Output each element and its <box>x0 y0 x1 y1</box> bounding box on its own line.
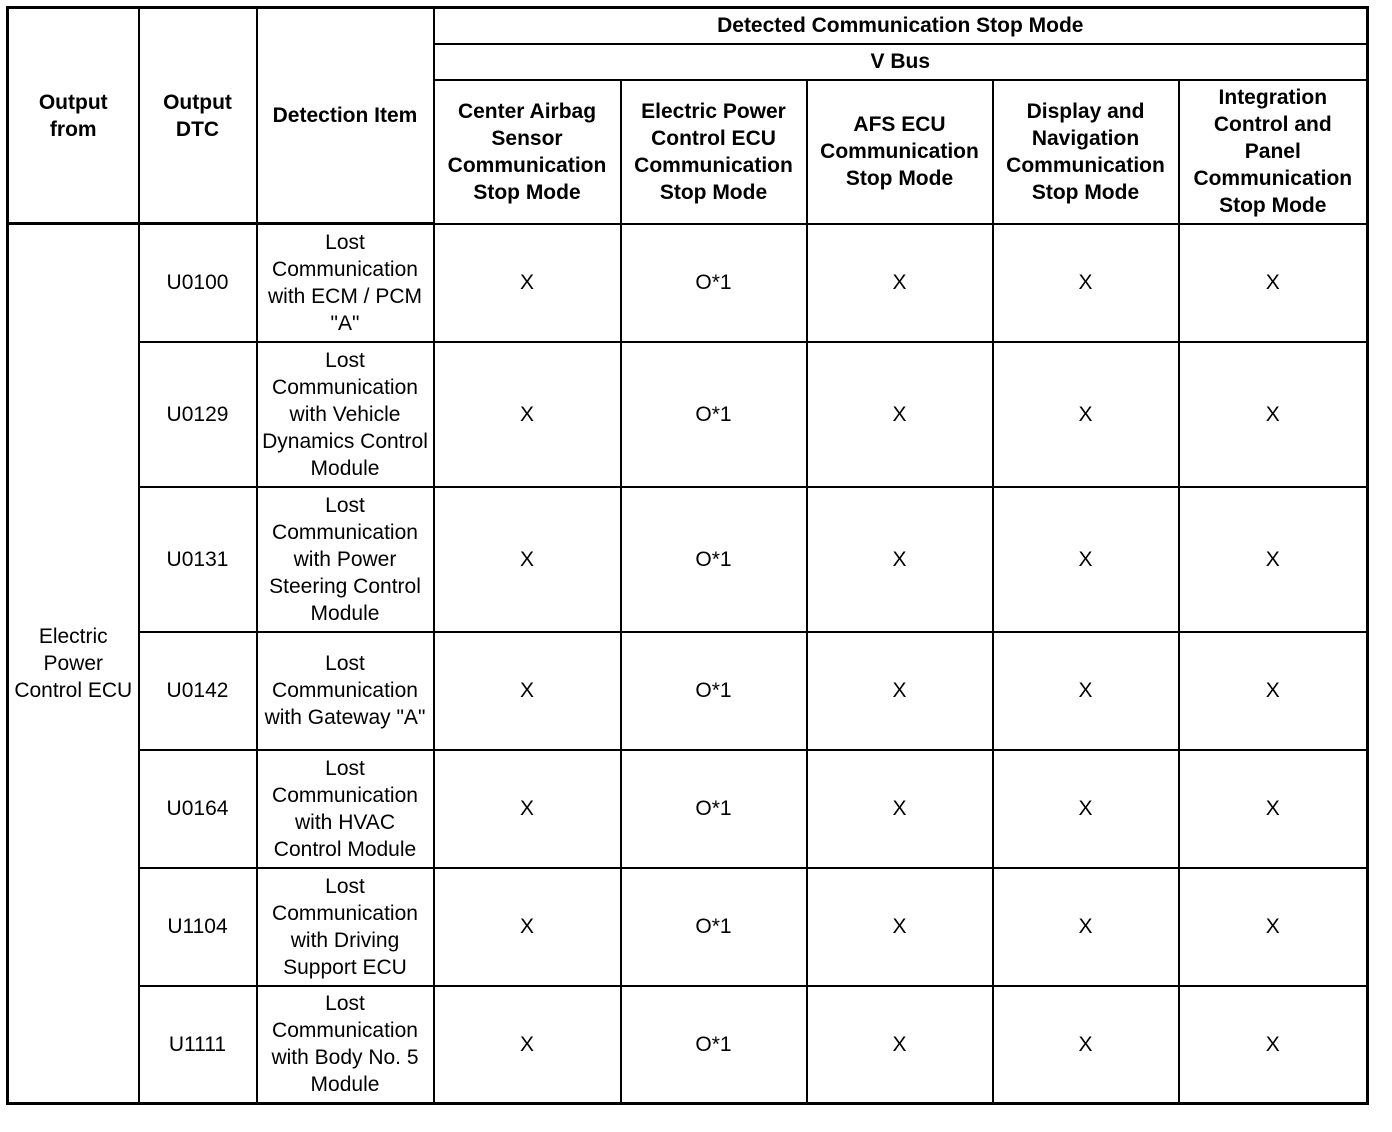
detection-item: Lost Communication with Power Steering Control Module <box>257 487 434 632</box>
mode-value: X <box>993 487 1179 632</box>
header-mode-airbag: Center Airbag Sensor Communication Stop Mode <box>434 80 621 224</box>
dtc-code: U1104 <box>139 868 257 986</box>
detection-item: Lost Communication with HVAC Control Module <box>257 750 434 868</box>
dtc-code: U0142 <box>139 632 257 750</box>
mode-value: X <box>1179 487 1368 632</box>
mode-value: X <box>1179 342 1368 487</box>
mode-value: X <box>434 868 621 986</box>
mode-value: O*1 <box>621 224 807 342</box>
header-output-from: Output from <box>8 8 139 224</box>
table-row <box>8 986 1368 1104</box>
table-row <box>8 750 1368 868</box>
mode-value: X <box>1179 750 1368 868</box>
dtc-table <box>6 6 1369 1105</box>
mode-value: X <box>434 342 621 487</box>
detection-item: Lost Communication with Gateway "A" <box>257 632 434 750</box>
mode-value: X <box>434 750 621 868</box>
mode-value: X <box>807 750 993 868</box>
table-row <box>8 487 1368 632</box>
mode-value: X <box>807 342 993 487</box>
table-row <box>8 632 1368 750</box>
mode-value: X <box>434 986 621 1104</box>
header-detected-mode: Detected Communication Stop Mode <box>434 8 1368 44</box>
mode-value: O*1 <box>621 632 807 750</box>
mode-value: O*1 <box>621 986 807 1104</box>
mode-value: X <box>993 342 1179 487</box>
detection-item: Lost Communication with ECM / PCM "A" <box>257 224 434 342</box>
mode-value: X <box>807 868 993 986</box>
mode-value: X <box>434 487 621 632</box>
mode-value: X <box>1179 986 1368 1104</box>
output-from-cell: Electric Power Control ECU <box>8 224 139 1104</box>
dtc-table-container <box>6 6 1369 1105</box>
detection-item: Lost Communication with Body No. 5 Module <box>257 986 434 1104</box>
mode-value: X <box>993 224 1179 342</box>
table-row <box>8 342 1368 487</box>
header-mode-epc-ecu: Electric Power Control ECU Communication Stop Mode <box>621 80 807 224</box>
detection-item: Lost Communication with Driving Support ECU <box>257 868 434 986</box>
mode-value: O*1 <box>621 750 807 868</box>
table-row <box>8 868 1368 986</box>
header-mode-afs-ecu: AFS ECU Communication Stop Mode <box>807 80 993 224</box>
mode-value: X <box>434 632 621 750</box>
dtc-code: U0100 <box>139 224 257 342</box>
mode-value: O*1 <box>621 487 807 632</box>
dtc-code: U1111 <box>139 986 257 1104</box>
header-bus: V Bus <box>434 44 1368 80</box>
mode-value: X <box>1179 632 1368 750</box>
mode-value: X <box>434 224 621 342</box>
mode-value: X <box>993 986 1179 1104</box>
table-row <box>8 224 1368 342</box>
mode-value: O*1 <box>621 342 807 487</box>
mode-value: X <box>807 986 993 1104</box>
mode-value: X <box>1179 224 1368 342</box>
detection-item: Lost Communication with Vehicle Dynamics Control Module <box>257 342 434 487</box>
header-mode-display-nav: Display and Navigation Communication Stop Mode <box>993 80 1179 224</box>
mode-value: X <box>993 632 1179 750</box>
mode-value: X <box>807 224 993 342</box>
mode-value: X <box>1179 868 1368 986</box>
header-detection-item: Detection Item <box>257 8 434 224</box>
header-mode-integration-panel: Integration Control and Panel Communication Stop Mode <box>1179 80 1368 224</box>
mode-value: X <box>807 632 993 750</box>
dtc-code: U0164 <box>139 750 257 868</box>
dtc-code: U0131 <box>139 487 257 632</box>
mode-value: X <box>993 868 1179 986</box>
header-output-dtc: Output DTC <box>139 8 257 224</box>
mode-value: X <box>807 487 993 632</box>
dtc-code: U0129 <box>139 342 257 487</box>
mode-value: X <box>993 750 1179 868</box>
mode-value: O*1 <box>621 868 807 986</box>
